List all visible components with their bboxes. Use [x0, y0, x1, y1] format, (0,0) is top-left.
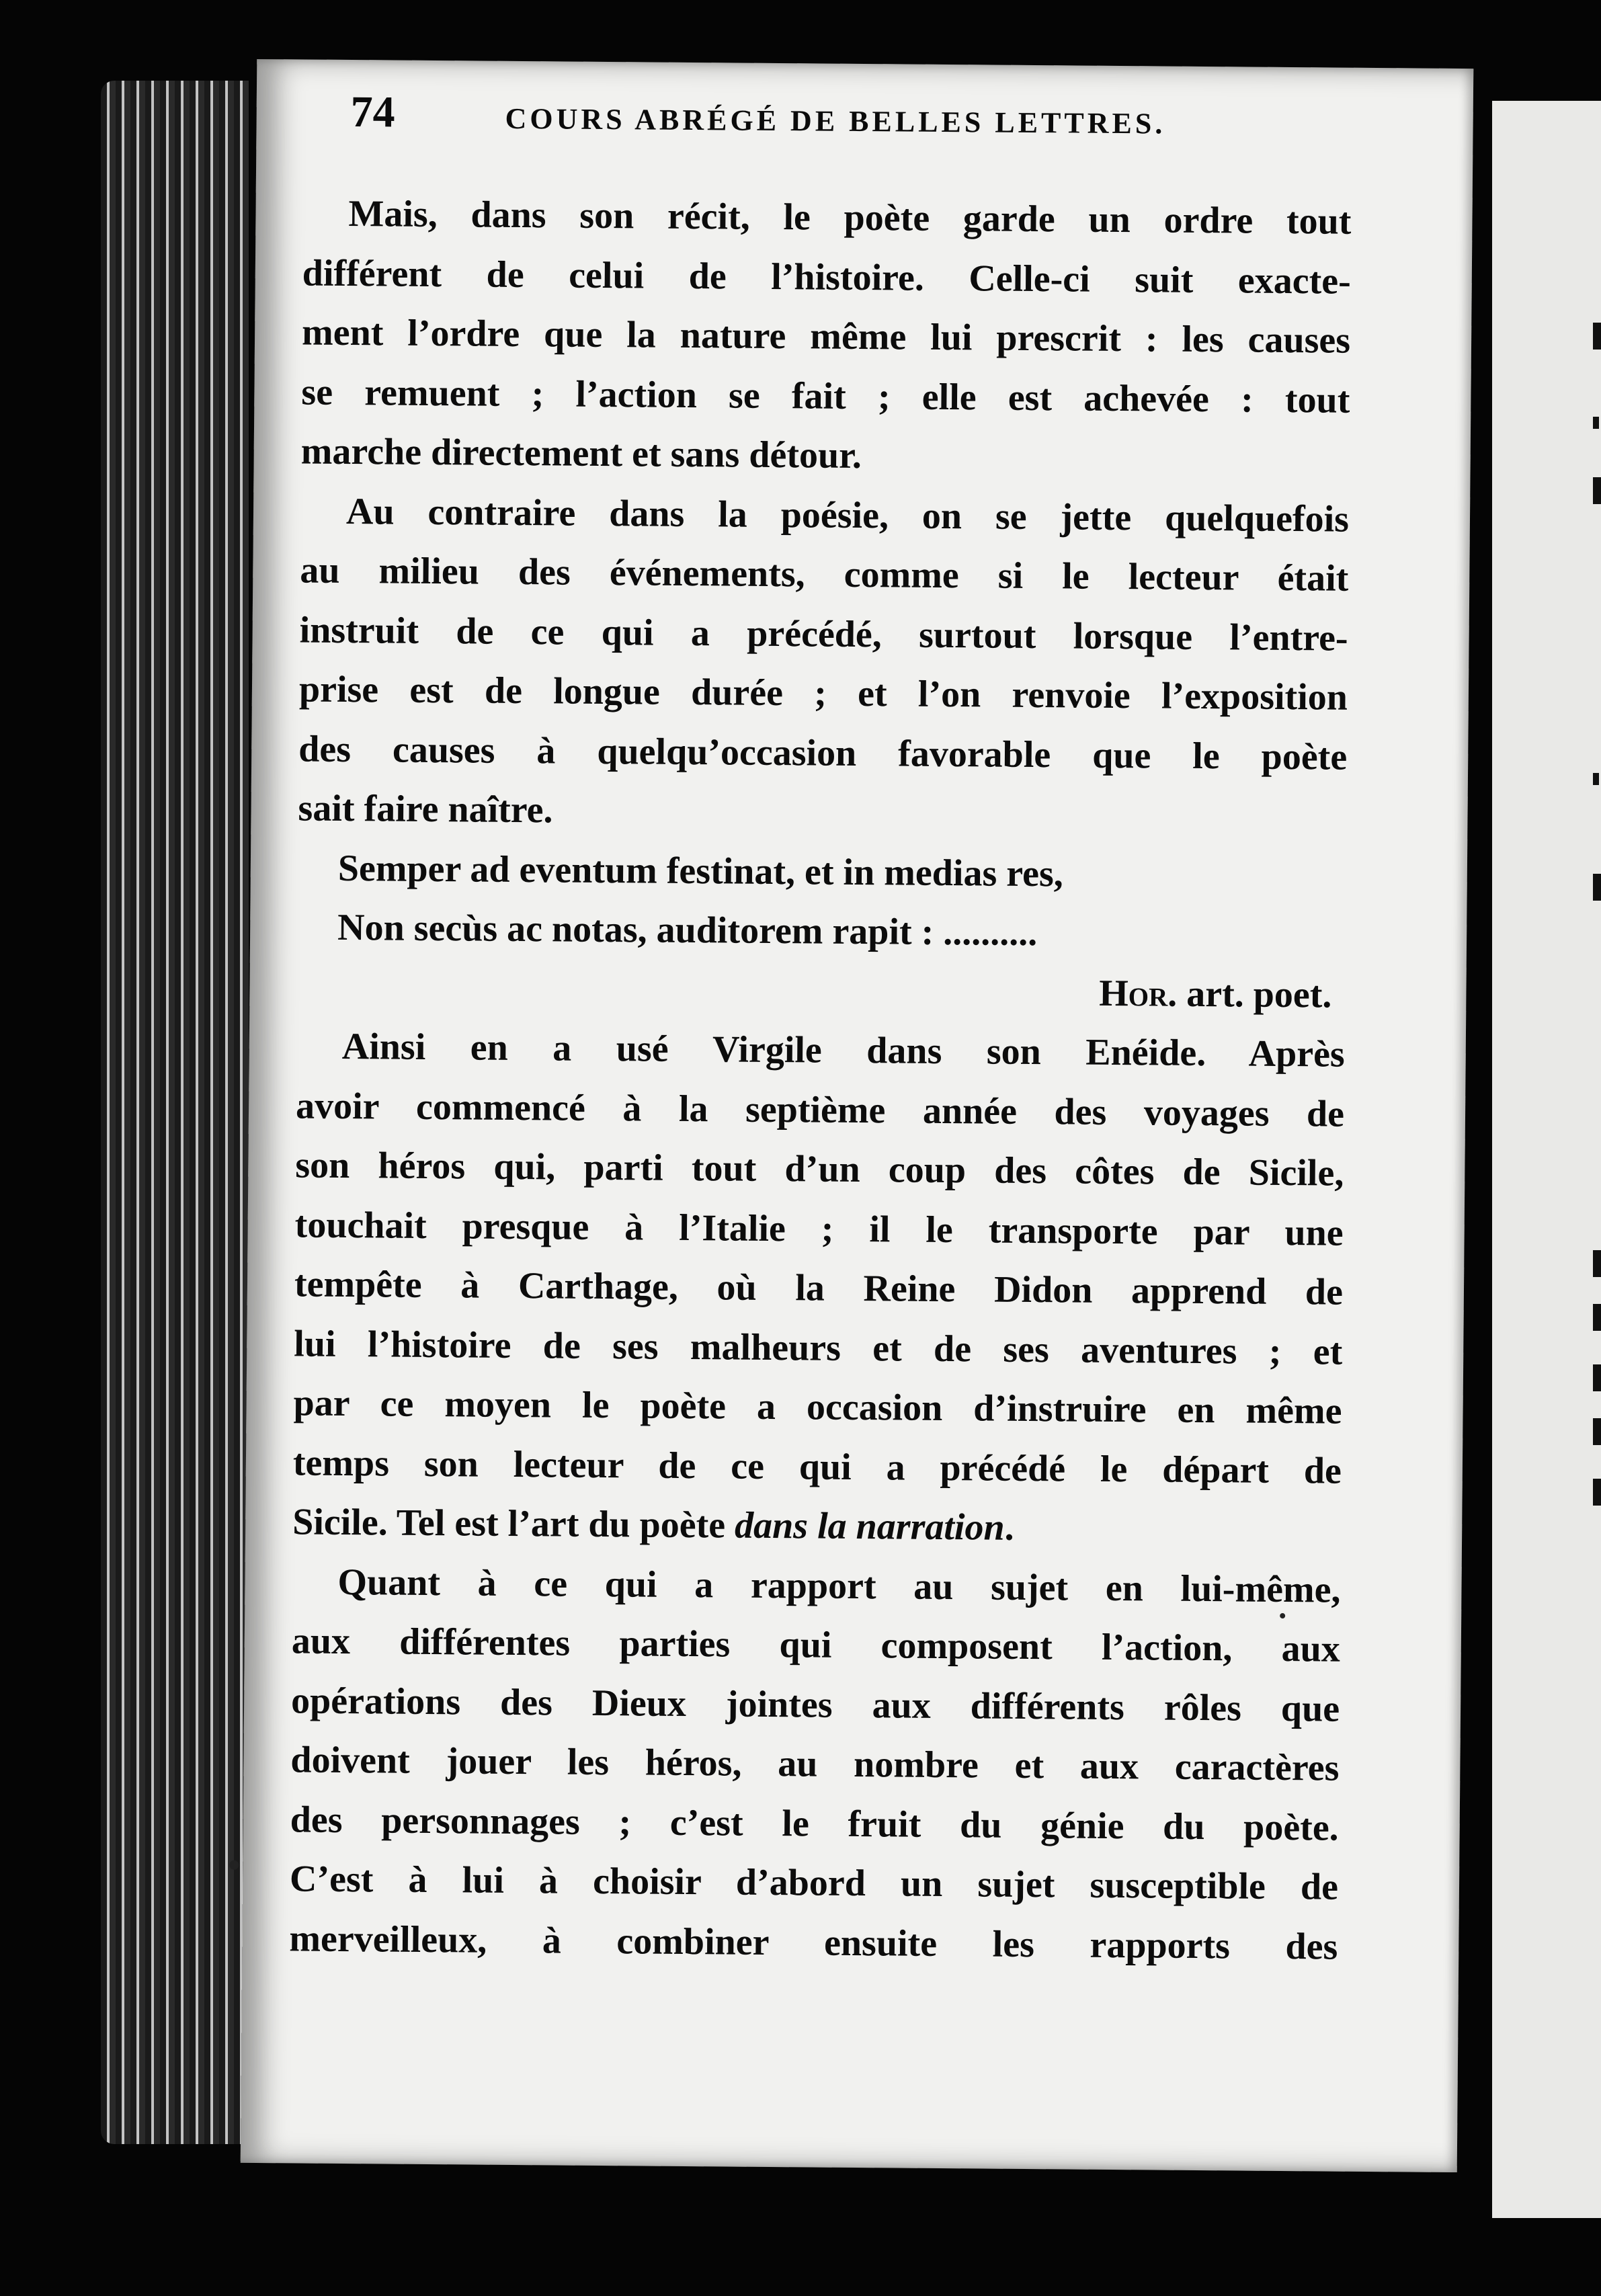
facing-page-letter-fragment [1593, 1479, 1601, 1506]
text-line: Quant à ce qui a rapport au sujet en lui-même, [337, 1561, 1341, 1611]
text-line: aux différentes parties qui composent l’action, aux [291, 1620, 1341, 1670]
text-line: différent de celui de l’histoire. Celle-ci suit exacte- [302, 251, 1352, 302]
attribution-work: art. poet. [1177, 973, 1332, 1016]
text-run: . [1004, 1506, 1014, 1549]
text-line: prise est de longue durée ; et l’on renvoie l’exposition [298, 668, 1348, 719]
ink-speck [229, 1860, 239, 1870]
facing-page-letter-fragment [1593, 1364, 1601, 1391]
text-line: des personnages ; c’est le fruit du génie du poète. [290, 1798, 1339, 1849]
facing-page-letter-fragment [1593, 1418, 1601, 1445]
text-line: lui l’histoire de ses malheurs et de ses aventures ; et [294, 1322, 1343, 1373]
quotation-line: Semper ad eventum festinat, et in medias res, [337, 847, 1064, 895]
text-line: par ce moyen le poète a occasion d’instruire en même [293, 1382, 1342, 1432]
text-line: Ainsi en a usé Virgile dans son Enéide. Après [341, 1025, 1345, 1075]
text-line: se remuent ; l’action se fait ; elle est achevée : tout [301, 370, 1350, 421]
text-line: touchait presque à l’Italie ; il le transporte par une [294, 1203, 1344, 1254]
text-line: C’est à lui à choisir d’abord un sujet susceptible de [289, 1858, 1339, 1908]
text-line: marche directement et sans détour. [300, 430, 862, 477]
quotation-attribution [296, 957, 1346, 1025]
text-line: tempête à Carthage, où la Reine Didon apprend de [294, 1263, 1344, 1313]
book-page [241, 59, 1474, 2172]
facing-page-edge [1492, 101, 1601, 2218]
facing-page-letter-fragment [1593, 773, 1599, 785]
facing-page-letter-fragment [1593, 417, 1599, 429]
text-line: instruit de ce qui a précédé, surtout lorsque l’entre- [299, 608, 1348, 659]
text-line: au milieu des événements, comme si le lecteur était [300, 549, 1349, 600]
running-head [350, 87, 1460, 156]
text-line [292, 1492, 1342, 1560]
facing-page-letter-fragment [1593, 1304, 1601, 1331]
text-line: Au contraire dans la poésie, on se jette quelquefois [345, 490, 1350, 540]
text-line: son héros qui, parti tout d’un coup des côtes de Sicile, [295, 1144, 1344, 1194]
text-run: Sicile. Tel est l’art du poète [292, 1501, 735, 1547]
text-line: merveilleux, à combiner ensuite les rapports des [289, 1917, 1338, 1968]
page-body-text [289, 183, 1352, 1976]
text-line: avoir commencé à la septième année des voyages de [295, 1084, 1345, 1135]
quotation-line: Non secùs ac notas, auditorem rapit : .......... [337, 906, 1038, 954]
text-line: ment l’ordre que la nature même lui prescrit : les causes [301, 311, 1351, 362]
italic-phrase: dans la narration [734, 1504, 1005, 1549]
text-line: des causes à quelqu’occasion favorable que le poète [298, 727, 1348, 778]
text-line: Mais, dans son récit, le poète garde un ordre tout [348, 193, 1352, 243]
book-page-edges [101, 81, 249, 2144]
facing-page-letter-fragment [1593, 1250, 1601, 1277]
ink-speck [1280, 1613, 1285, 1618]
text-line: opérations des Dieux jointes aux différents rôles que [290, 1679, 1340, 1730]
text-line: sait faire naître. [298, 787, 553, 831]
facing-page-letter-fragment [1593, 477, 1601, 504]
facing-page-letter-fragment [1593, 874, 1601, 901]
text-line: doivent jouer les héros, au nombre et aux caractères [290, 1739, 1340, 1789]
text-line: temps son lecteur de ce qui a précédé le départ de [292, 1441, 1342, 1492]
facing-page-letter-fragment [1593, 323, 1601, 350]
page-number: 74 [350, 87, 395, 137]
attribution-author: Hor. [1098, 972, 1178, 1015]
running-head-title: COURS ABRÉGÉ DE BELLES LETTRES. [505, 101, 1166, 140]
